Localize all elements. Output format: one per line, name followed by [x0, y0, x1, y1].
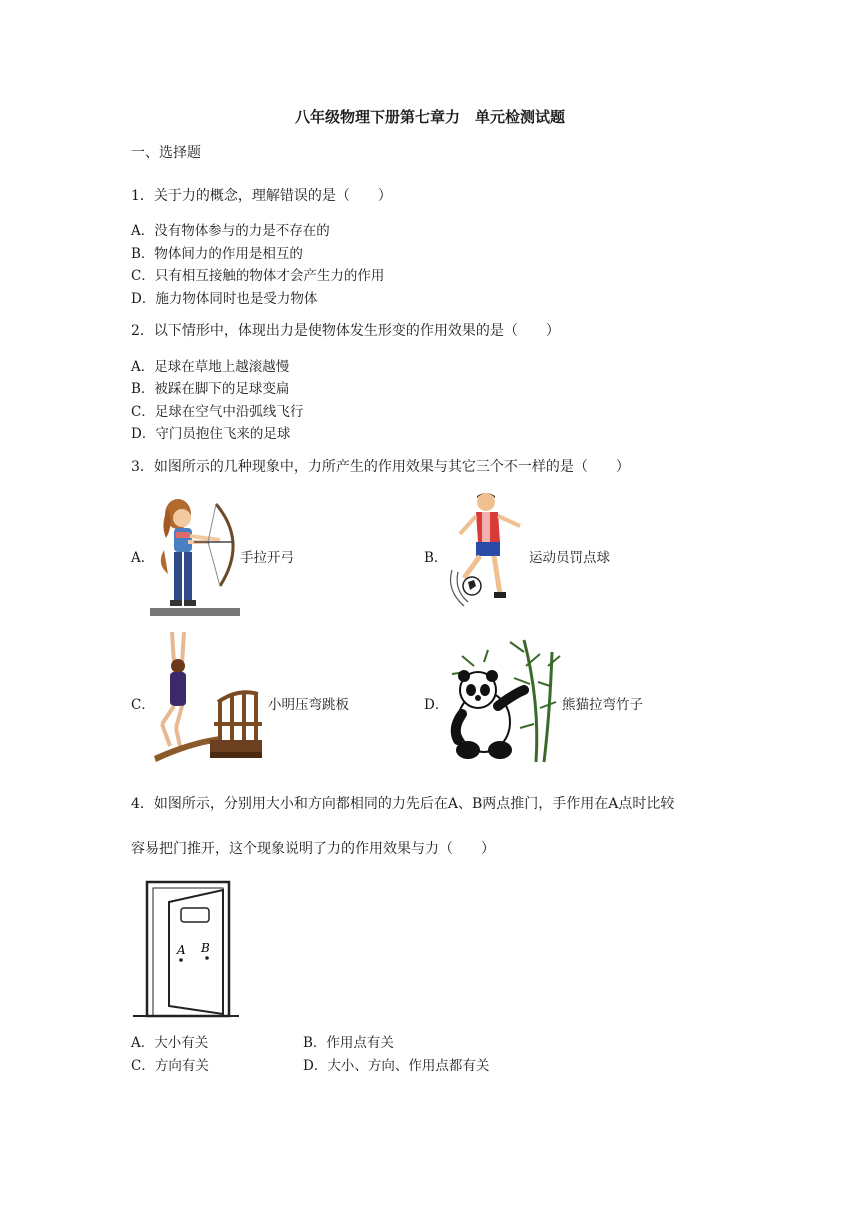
point-a-dot	[179, 958, 183, 962]
q2-option-a: A．足球在草地上越滚越慢	[131, 359, 290, 375]
q3-caption-b: 运动员罚点球	[529, 550, 610, 566]
q3-letter-c: C．	[131, 697, 155, 713]
q3-caption-c: 小明压弯跳板	[268, 697, 349, 713]
q2-option-d: D．守门员抱住飞来的足球	[131, 426, 291, 442]
q1-option-d: D．施力物体同时也是受力物体	[131, 291, 318, 307]
q1-option-a: A．没有物体参与的力是不存在的	[131, 223, 330, 239]
q4-option-d: D．大小、方向、作用点都有关	[303, 1058, 490, 1074]
q3-letter-a: A．	[131, 550, 155, 566]
q2-stem: 2．以下情形中，体现出力是使物体发生形变的作用效果的是（ ）	[131, 323, 560, 339]
q4-stem-line1: 4．如图所示，分别用大小和方向都相同的力先后在A、B两点推门，手作用在A点时比较	[131, 796, 675, 812]
q2-option-c: C．足球在空气中沿弧线飞行	[131, 404, 304, 420]
q4-option-c: C．方向有关	[131, 1058, 209, 1074]
q1-option-b: B．物体间力的作用是相互的	[131, 246, 303, 262]
q2-option-b: B．被踩在脚下的足球变扁	[131, 381, 290, 397]
q3-letter-b: B．	[424, 550, 448, 566]
q4-option-b: B．作用点有关	[303, 1035, 394, 1051]
q3-caption-d: 熊猫拉弯竹子	[562, 697, 643, 713]
q3-caption-a: 手拉开弓	[240, 550, 294, 566]
q1-option-c: C．只有相互接触的物体才会产生力的作用	[131, 268, 385, 284]
page-title: 八年级物理下册第七章力 单元检测试题	[294, 108, 565, 126]
q3-letter-d: D．	[424, 697, 449, 713]
archer-figure	[150, 494, 242, 618]
q4-stem-line2: 容易把门推开，这个现象说明了力的作用效果与力（ ）	[131, 841, 495, 857]
door-figure	[133, 878, 243, 1020]
point-a-label: A	[177, 943, 186, 957]
point-b-label: B	[201, 941, 210, 955]
springboard-figure	[150, 628, 266, 772]
footballer-figure	[442, 490, 528, 614]
point-b-dot	[205, 956, 209, 960]
q1-stem: 1．关于力的概念，理解错误的是（ ）	[131, 188, 392, 204]
q3-stem: 3．如图所示的几种现象中，力所产生的作用效果与其它三个不一样的是（ ）	[131, 459, 630, 475]
q4-option-a: A．大小有关	[131, 1035, 209, 1051]
panda-bamboo-figure	[444, 632, 562, 764]
section-heading: 一、选择题	[131, 145, 201, 161]
